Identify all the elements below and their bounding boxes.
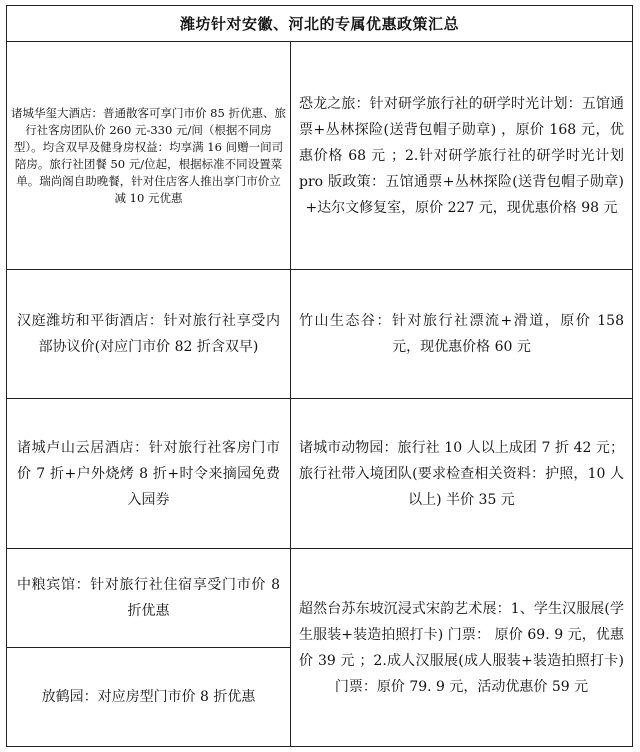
cell-text: 诸城市动物园：旅行社 10 人以上成团 7 折 42 元；旅行社带入境团队(要求检查相关资料：护照，10 人以上) 半价 35 元 (299, 439, 624, 508)
table-title: 潍坊针对安徽、河北的专属优惠政策汇总 (7, 6, 632, 42)
cell-fanghe-garden (7, 648, 290, 746)
cell-text: 中粮宾馆：针对旅行社住宿享受门市价 8 折优惠 (17, 577, 280, 619)
cell-dinosaur-tour (291, 42, 632, 269)
cell-text: 诸城卢山云居酒店：针对旅行社客房门市价 7 折+户外烧烤 8 折+时令来摘园免费入园券 (17, 439, 280, 508)
cell-zhushan-valley (291, 270, 632, 398)
cell-lushan-hotel (7, 399, 290, 548)
cell-text: 恐龙之旅：针对研学旅行社的研学时光计划：五馆通票+丛林探险(送背包帽子勋章) ，原价 168 元，优惠价格 68 元 ；2.针对研学旅行社的研学时光计划 pro 版政策：五馆通票+丛林探险(送背包帽子勋章) +达尔文修复室，原价 227 元，现优惠价格 98 元 (299, 95, 624, 216)
cell-text: 超然台苏东坡沉浸式宋韵艺术展：1、学生汉服展(学生服装+装造拍照打卡) 门票： 原价 69. 9 元，优惠价 39 元 ；2.成人汉服展(成人服装+装造拍照打卡) 门票：原价 79. 9 元，活动优惠价 59 元 (299, 600, 624, 695)
cell-hanting-hotel (7, 270, 290, 398)
cell-text: 诸城华玺大酒店：普通散客可享门市价 85 折优惠、旅行社客房团队价 260 元-330 元/间（根据不同房型）。均含双早及健身房权益：均享满 16 间赠一间司陪房。旅行社团餐 50 元/位起，根据标准不同设置菜单。瑞尚阁自助晚餐，针对住店客人推出享门市价立减 10 元优惠 (11, 105, 286, 205)
cell-zhongliang-hotel (7, 549, 290, 647)
cell-text: 竹山生态谷：针对旅行社漂流+滑道，原价 158 元，现优惠价格 60 元 (299, 313, 624, 355)
cell-chaoran-exhibition (291, 549, 632, 746)
cell-text: 放鹤园：对应房型门市价 8 折优惠 (41, 689, 256, 705)
cell-huaxi-hotel (7, 42, 290, 269)
cell-text: 汉庭潍坊和平街酒店：针对旅行社享受内部协议价(对应门市价 82 折含双早) (17, 313, 280, 355)
cell-zhucheng-zoo (291, 399, 632, 548)
policy-table (6, 5, 633, 747)
